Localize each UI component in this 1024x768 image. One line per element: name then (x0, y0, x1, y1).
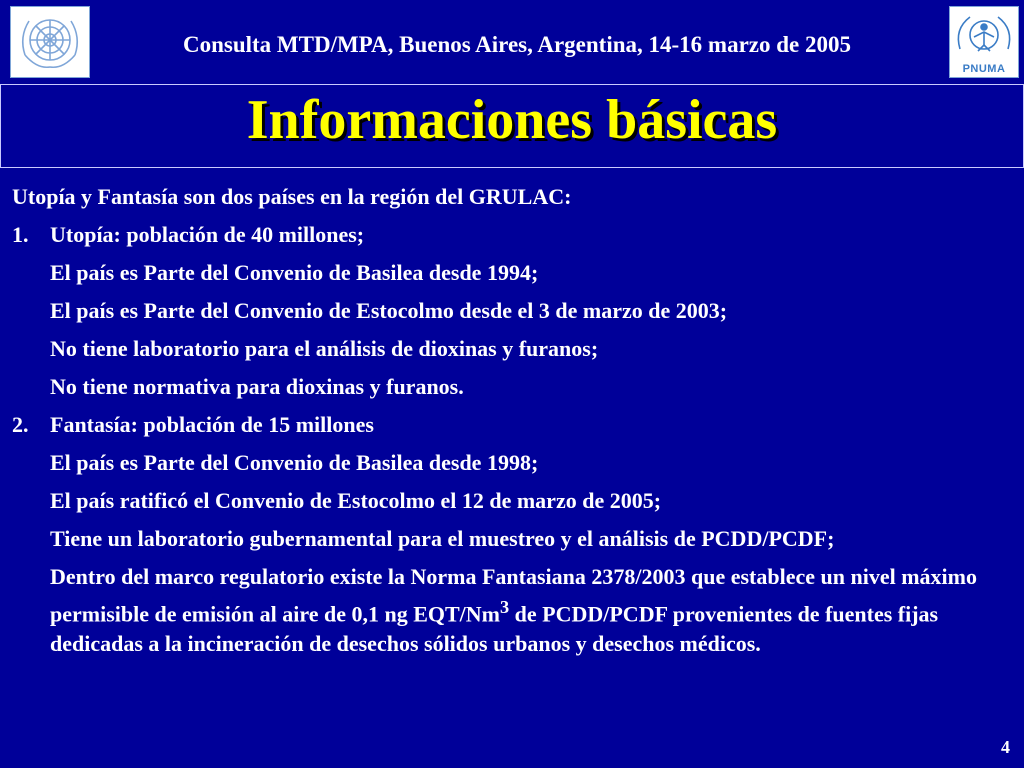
intro-text: Utopía y Fantasía son dos países en la región del GRULAC: (12, 184, 572, 209)
superscript-3: 3 (499, 597, 510, 617)
list-heading: Fantasía: población de 15 millones (50, 412, 374, 437)
pnuma-logo-text: PNUMA (962, 63, 1006, 75)
detail-line: El país es Parte del Convenio de Basilea desde 1994; (50, 260, 539, 285)
list-item-fantasia (12, 412, 1012, 438)
page-number: 4 (1001, 737, 1010, 757)
list-number: 2. (12, 412, 29, 437)
unep-logo-icon (949, 6, 1019, 78)
detail-line: Tiene un laboratorio gubernamental para el muestreo y el análisis de PCDD/PCDF; (50, 526, 835, 551)
detail-line: El país es Parte del Convenio de Estocolmo desde el 3 de marzo de 2003; (50, 298, 728, 323)
regulation-text-cont: de PCDD/PCDF provenientes de fuentes fijas dedicadas a la incineración de desechos sólidos urbanos y desechos médicos. (50, 601, 939, 657)
un-emblem-icon (10, 6, 90, 78)
regulation-text: Dentro del marco regulatorio existe la Norma Fantasiana 2378/2003 que establece un nivel máximo permisible de emisión al aire de 0,1 ng EQT/Nm (50, 564, 977, 627)
slide-header (0, 0, 1024, 84)
detail-line-regulation (50, 562, 1012, 659)
detail-line: No tiene laboratorio para el análisis de dioxinas y furanos; (50, 336, 599, 361)
slide-content (12, 184, 1012, 671)
list-number: 1. (12, 222, 29, 247)
list-item-utopia (12, 222, 1012, 248)
list-heading: Utopía: población de 40 millones; (50, 222, 365, 247)
page-title: Informaciones básicas (246, 89, 778, 151)
detail-line: No tiene normativa para dioxinas y furanos. (50, 374, 464, 399)
header-title: Consulta MTD/MPA, Buenos Aires, Argentina, 14-16 marzo de 2005 (182, 32, 852, 57)
detail-line: El país es Parte del Convenio de Basilea desde 1998; (50, 450, 539, 475)
detail-line: El país ratificó el Convenio de Estocolmo el 12 de marzo de 2005; (50, 488, 662, 513)
